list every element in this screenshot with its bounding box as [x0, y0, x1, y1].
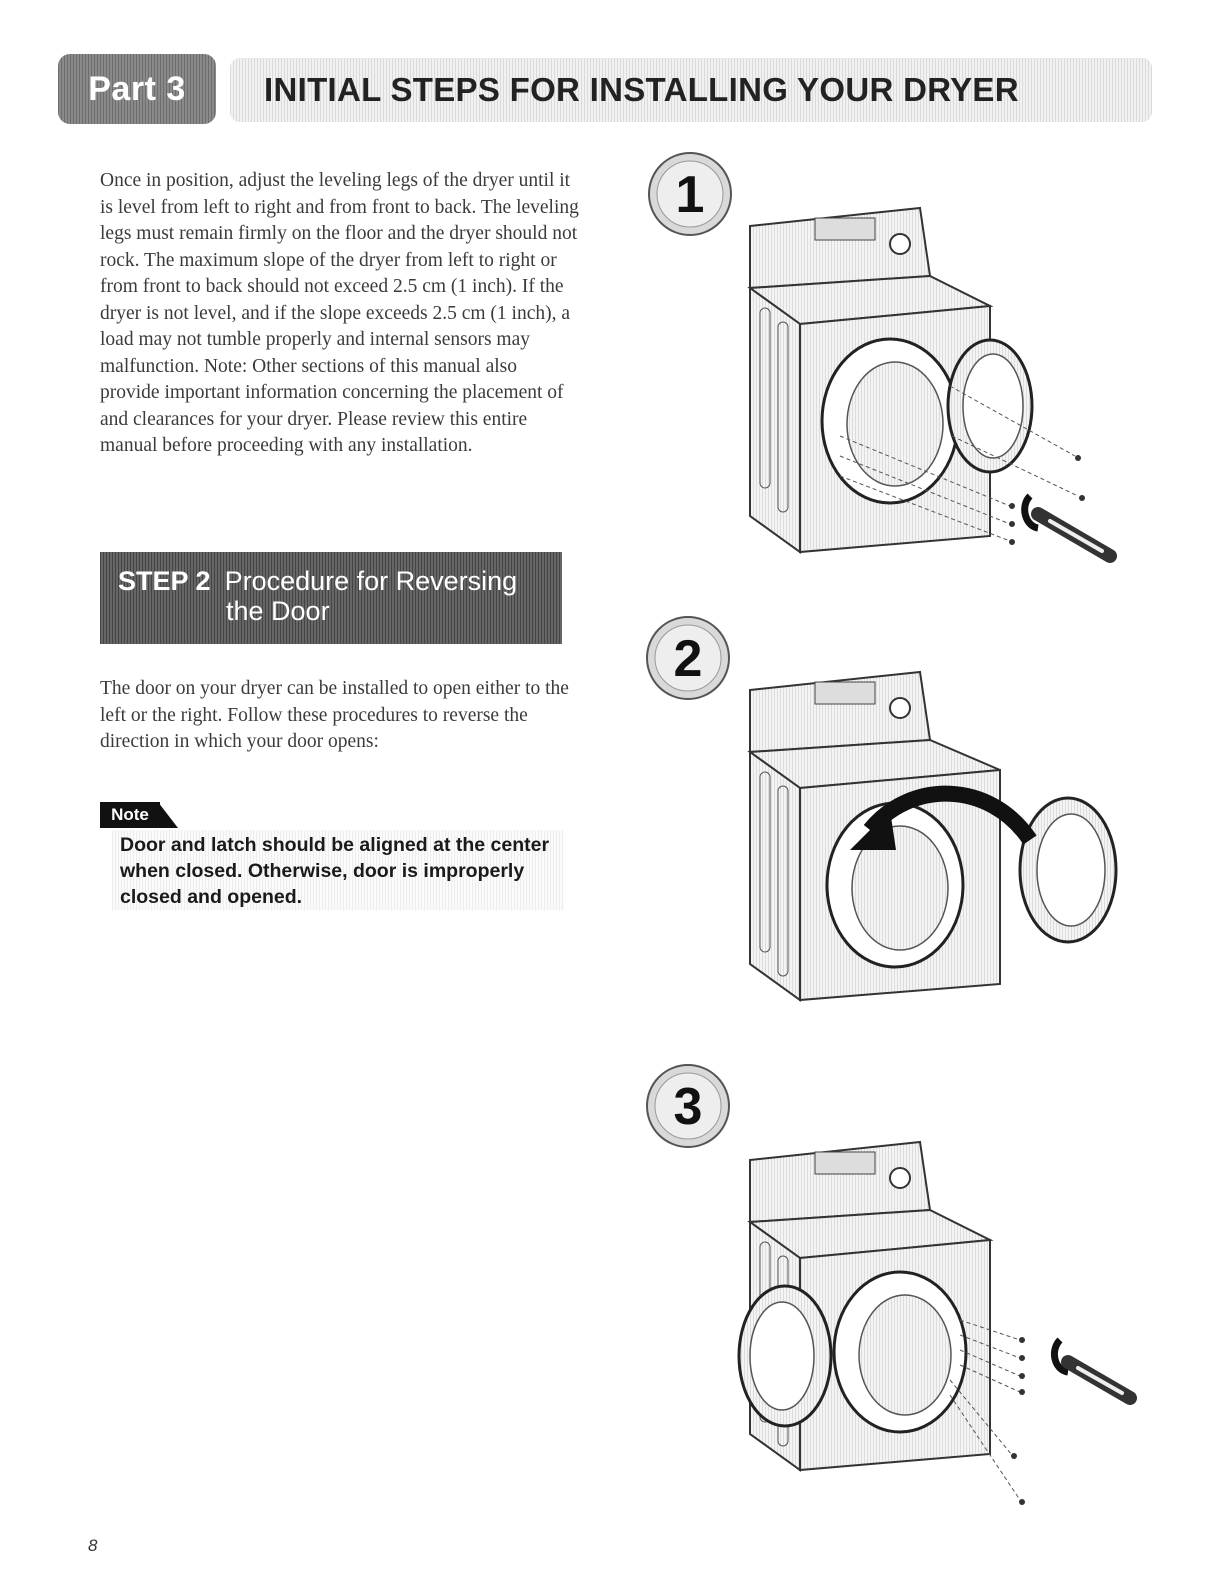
step-title-line-1: Procedure for Reversing	[224, 566, 518, 596]
page-title: INITIAL STEPS FOR INSTALLING YOUR DRYER	[264, 71, 1019, 108]
door-paragraph: The door on your dryer can be installed to open either to the left or the right. Follow these procedures to reverse the direction in which your door opens:	[100, 678, 569, 752]
part-label: Part 3	[88, 69, 186, 108]
note-text: Door and latch should be aligned at the center when closed. Otherwise, door is improperly closed and opened.	[112, 830, 564, 910]
header-title-bar	[230, 58, 1152, 122]
note-tag-arrow	[158, 802, 178, 828]
intro-paragraph: Once in position, adjust the leveling legs of the dryer until it is level from left to right and from front to back. The leveling legs must remain firmly on the floor and the dryer should not rock. The maximum slope of the dryer from left to right or from front to back should not exceed 2.5 cm (1 inch). If the dryer is not level, and if the slope exceeds 2.5 cm (1 inch), a load may not tumble properly and internal sensors may malfunction. Note: Other sections of this manual also provide important information concerning the placement of and clearances for your dryer. Please review this entire manual before proceeding with any installation.	[100, 170, 579, 456]
step-2-banner	[100, 552, 562, 644]
note-label: Note	[100, 802, 160, 828]
step-number-1: 1	[675, 166, 705, 224]
dryer-illustration-step-3	[690, 1130, 1190, 1570]
dryer-illustration-step-1	[690, 196, 1190, 636]
step-label: STEP 2	[118, 566, 211, 596]
note-tag	[100, 802, 178, 828]
step-title-line-2: the Door	[226, 596, 330, 626]
page-number: 8	[88, 1536, 98, 1555]
step-number-3: 3	[673, 1078, 703, 1136]
part-label-badge	[58, 54, 216, 124]
step-number-2: 2	[673, 630, 703, 688]
dryer-illustration-step-2	[690, 660, 1190, 1100]
